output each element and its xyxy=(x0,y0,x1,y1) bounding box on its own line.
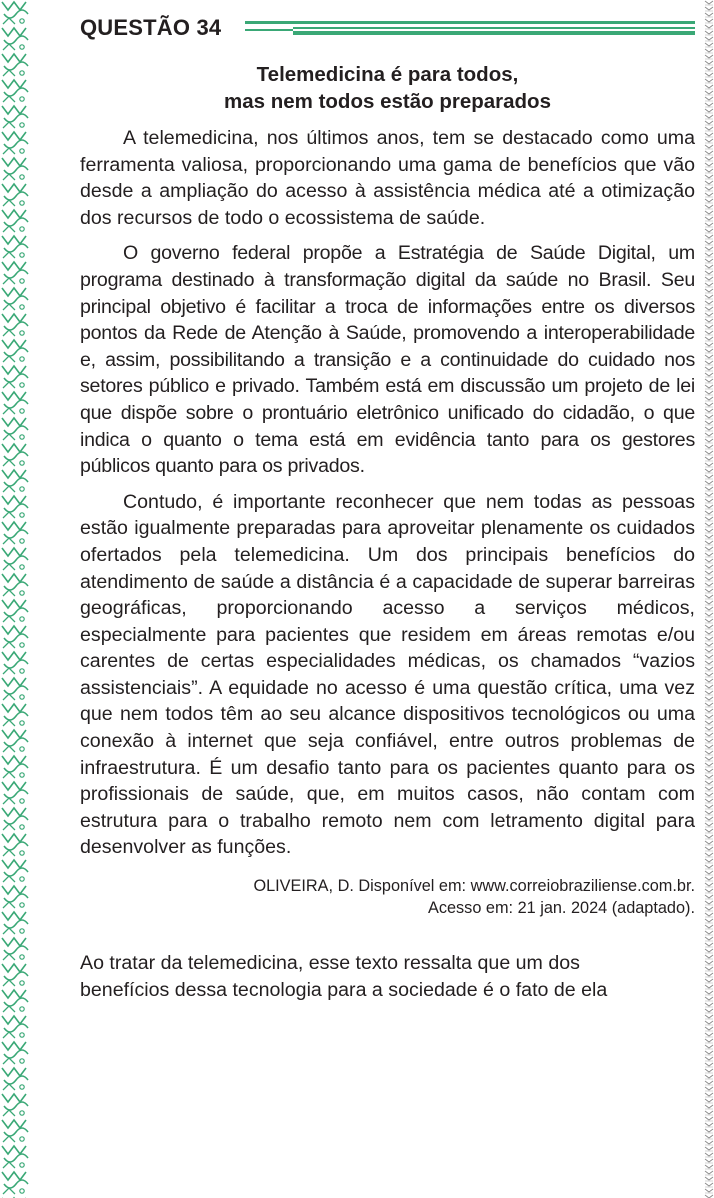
article-title xyxy=(80,61,695,115)
article-paragraph: O governo federal propõe a Estratégia de Saúde Digital, um programa destinado à transformação digital da saúde no Brasil. Seu principal objetivo é facilitar a troca de informações entre os diversos pontos da Rede de Atenção à Saúde, promovendo a interoperabilidade e, assim, possibilitando a transição e a continuidade do cuidado nos setores público e privado. Também está em discussão um projeto de lei que dispõe sobre o prontuário eletrônico unificado do cidadão, o que indica o quanto o tema está em evidência tanto para os gestores públicos quanto para os privados. xyxy=(80,242,695,478)
header-decorative-bar xyxy=(245,21,695,35)
question-line: Ao tratar da telemedicina, esse texto ressalta que um dos xyxy=(80,952,580,975)
source-citation xyxy=(80,875,695,919)
question-statement xyxy=(80,950,695,1004)
article-title-line: Telemedicina é para todos, xyxy=(256,63,519,86)
question-line: benefícios dessa tecnologia para a sociedade é o fato de ela xyxy=(80,979,608,1002)
question-header xyxy=(80,10,695,46)
decorative-left-border xyxy=(0,0,30,1198)
source-line: OLIVEIRA, D. Disponível em: www.correiobraziliense.com.br. xyxy=(253,877,695,896)
question-content xyxy=(80,10,695,1004)
decorative-right-border xyxy=(704,0,714,1198)
article-paragraph: Contudo, é importante reconhecer que nem todas as pessoas estão igualmente preparadas para aproveitar plenamente os cuidados ofertados pela telemedicina. Um dos principais benefícios do atendimento de saúde a distância é a capacidade de superar barreiras geográficas, proporcionando acesso a serviços médicos, especialmente para pacientes que residem em áreas remotas e/ou carentes de certas especialidades médicas, os chamados “vazios assistenciais”. A equidade no acesso é uma questão crítica, uma vez que nem todos têm ao seu alcance dispositivos tecnológicos ou uma conexão à internet que seja confiável, entre outros problemas de infraestrutura. É um desafio tanto para os pacientes quanto para os profissionais de saúde, que, em muitos casos, não contam com estrutura para o trabalho remoto nem com letramento digital para desenvolver as funções. xyxy=(80,490,695,859)
source-line: Acesso em: 21 jan. 2024 (adaptado). xyxy=(427,899,695,918)
article-title-line: mas nem todos estão preparados xyxy=(224,90,551,113)
article-paragraph: A telemedicina, nos últimos anos, tem se destacado como uma ferramenta valiosa, proporcionando uma gama de benefícios que vão desde a ampliação do acesso à assistência médica até a otimização dos recursos de todo o ecossistema de saúde. xyxy=(80,127,695,229)
question-number: QUESTÃO 34 xyxy=(80,15,222,40)
